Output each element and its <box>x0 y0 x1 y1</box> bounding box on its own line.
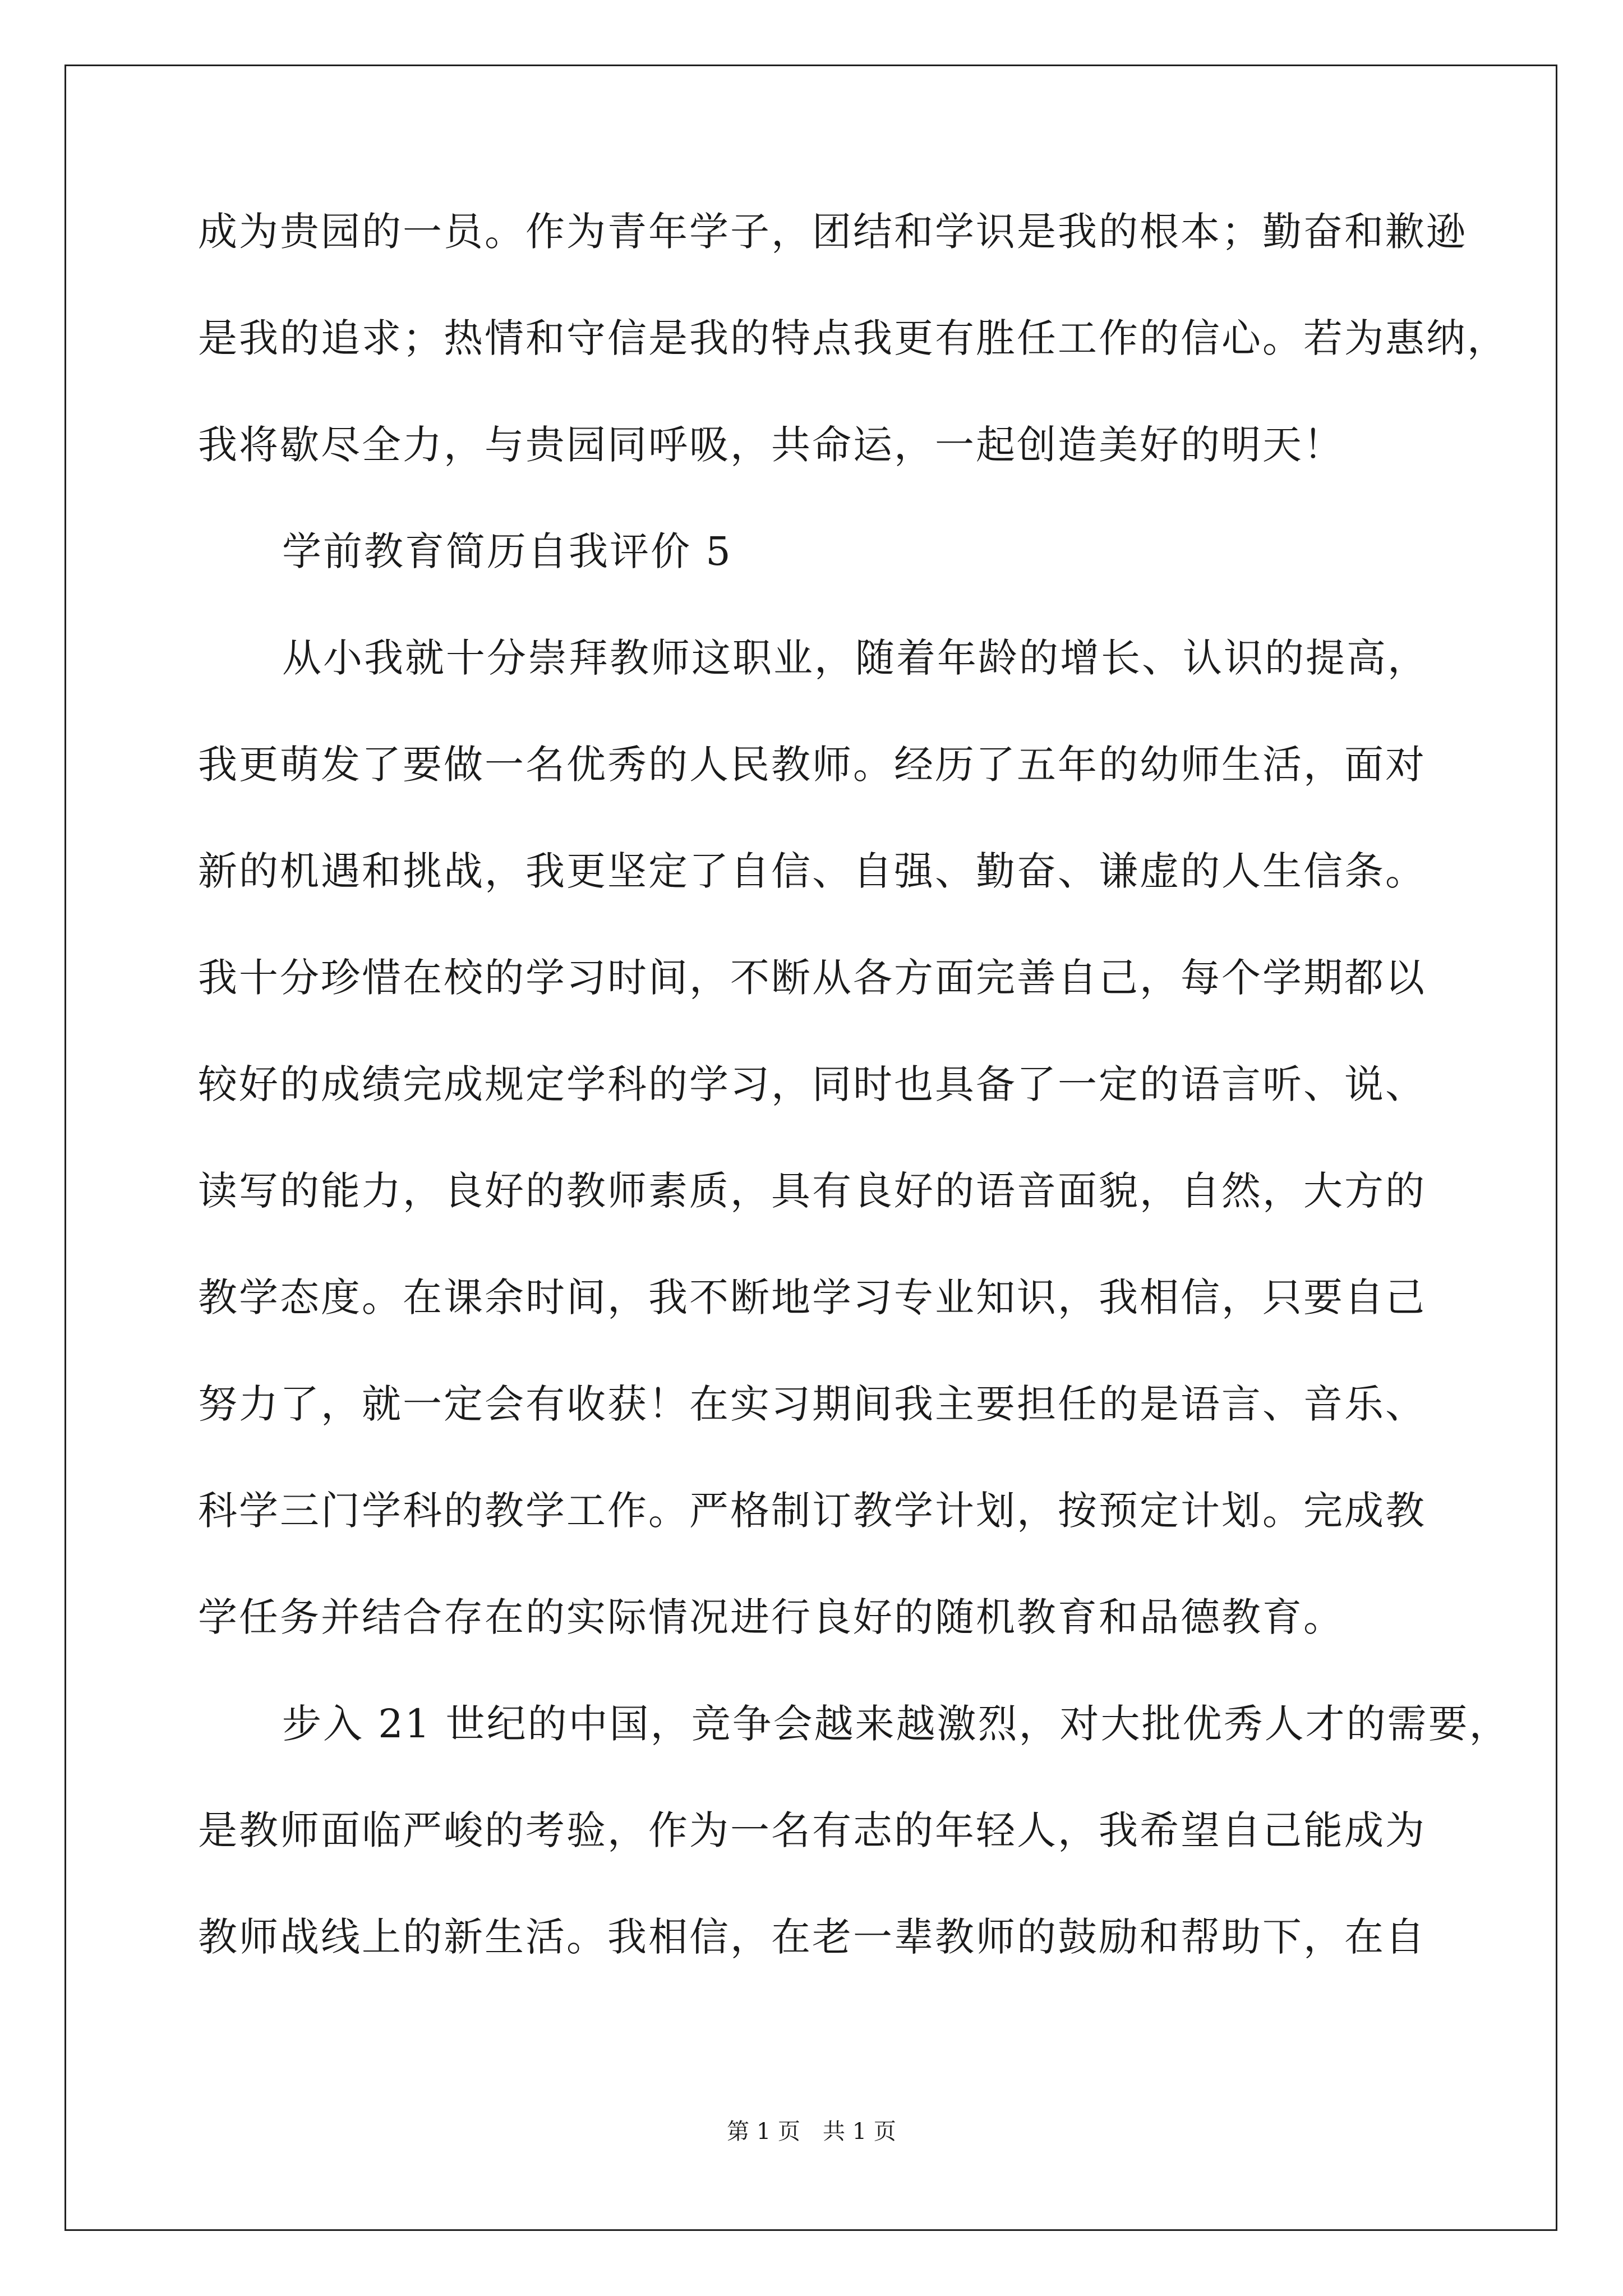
body-line-15: 步入 21 世纪的中国，竞争会越来越激烈，对大批优秀人才的需要， <box>282 1701 1510 1747</box>
body-line-13: 科学三门学科的教学工作。严格制订教学计划，按预定计划。完成教 <box>198 1488 1426 1534</box>
body-line-1: 成为贵园的一员。作为青年学子，团结和学识是我的根本；勤奋和歉逊 <box>198 209 1467 255</box>
body-line-16: 是教师面临严峻的考验，作为一名有志的年轻人，我希望自己能成为 <box>198 1807 1426 1853</box>
body-line-8: 我十分珍惜在校的学习时间，不断从各方面完善自己，每个学期都以 <box>198 955 1426 1001</box>
body-line-9: 较好的成绩完成规定学科的学习，同时也具备了一定的语言听、说、 <box>198 1061 1426 1107</box>
body-line-3: 我将歇尽全力，与贵园同呼吸，共命运，一起创造美好的明天！ <box>198 422 1344 468</box>
body-line-11: 教学态度。在课余时间，我不断地学习专业知识，我相信，只要自己 <box>198 1274 1426 1320</box>
body-line-12: 努力了，就一定会有收获！在实习期间我主要担任的是语言、音乐、 <box>198 1381 1426 1427</box>
body-line-14: 学任务并结合存在的实际情况进行良好的随机教育和品德教育。 <box>198 1594 1344 1640</box>
page-footer: 第 1 页 共 1 页 <box>727 2119 896 2145</box>
section-heading: 学前教育简历自我评价 5 <box>282 528 732 574</box>
body-line-10: 读写的能力，良好的教师素质，具有良好的语音面貌，自然，大方的 <box>198 1168 1426 1214</box>
body-line-5: 从小我就十分崇拜教师这职业，随着年龄的增长、认识的提高， <box>282 635 1428 681</box>
page-border <box>64 65 1557 2231</box>
body-line-17: 教师战线上的新生活。我相信，在老一辈教师的鼓励和帮助下，在自 <box>198 1914 1426 1960</box>
body-line-6: 我更萌发了要做一名优秀的人民教师。经历了五年的幼师生活，面对 <box>198 742 1426 788</box>
body-line-7: 新的机遇和挑战，我更坚定了自信、自强、勤奋、谦虚的人生信条。 <box>198 848 1426 894</box>
body-line-2: 是我的追求；热情和守信是我的特点我更有胜任工作的信心。若为惠纳， <box>198 315 1508 361</box>
